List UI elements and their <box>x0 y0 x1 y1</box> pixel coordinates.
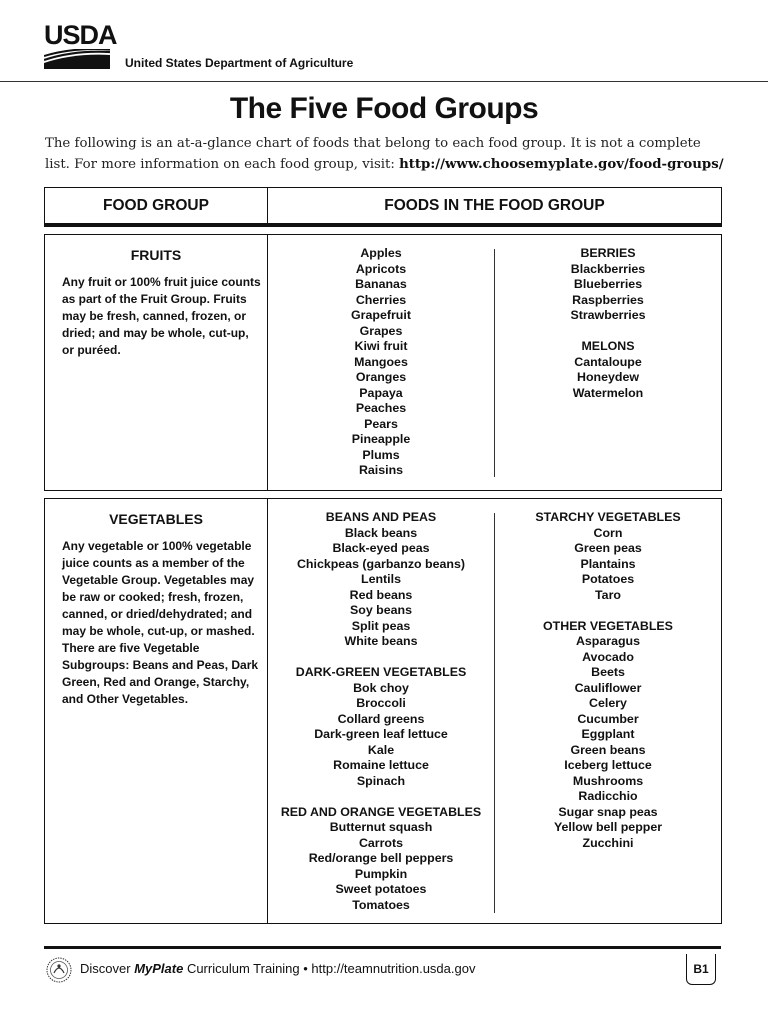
list-item: Carrots <box>358 835 404 850</box>
list-item: Black beans <box>344 525 418 540</box>
list-item: Raisins <box>358 463 404 477</box>
list-item: Taro <box>595 587 621 602</box>
list-item: Sugar snap peas <box>558 804 658 819</box>
list-item: Plums <box>362 447 400 462</box>
list-item: Beets <box>591 665 625 679</box>
footer-brand: MyPlate <box>134 961 184 976</box>
list-item: Soy beans <box>350 603 412 617</box>
beans-heading: BEANS AND PEAS <box>325 510 437 524</box>
list-item: Cherries <box>355 292 407 307</box>
starchy-heading: STARCHY VEGETABLES <box>535 510 681 524</box>
red-orange-heading: RED AND ORANGE VEGETABLES <box>280 804 482 819</box>
fruits-group-name: FRUITS <box>130 247 182 263</box>
berries-heading: BERRIES <box>580 246 636 260</box>
list-item: Apples <box>360 246 402 260</box>
agency-name: United States Department of Agriculture <box>125 56 354 70</box>
food-group-column-header: FOOD GROUP <box>103 197 209 214</box>
list-item: Grapes <box>359 323 403 338</box>
list-item: Spinach <box>356 773 406 788</box>
list-item: Blackberries <box>570 261 646 276</box>
list-item: Green beans <box>570 742 646 757</box>
list-item: Apricots <box>355 261 407 276</box>
list-item: Asparagus <box>575 634 641 648</box>
list-item: Romaine lettuce <box>333 758 429 772</box>
list-item: Plantains <box>580 556 636 571</box>
intro-text: The following is an at-a-glance chart of foods that belong to each food group. It is not a complete list. For more information on each food group, visit: <box>45 136 701 172</box>
footer-text <box>80 961 475 976</box>
list-item: Corn <box>593 525 623 540</box>
footer-divider <box>44 946 721 949</box>
footer-suffix: Curriculum Training • http://teamnutrition.usda.gov <box>183 961 476 976</box>
list-item: Cucumber <box>577 711 639 726</box>
table-header <box>44 187 722 227</box>
intro-paragraph <box>45 133 725 175</box>
list-item: Pumpkin <box>354 866 408 881</box>
fruits-list-2 <box>495 246 721 401</box>
list-item: Iceberg lettuce <box>564 758 652 772</box>
usda-logo-text: USDA <box>44 20 117 50</box>
page-title: The Five Food Groups <box>229 92 539 125</box>
list-item: Raspberries <box>572 292 644 307</box>
melons-heading: MELONS <box>581 339 635 353</box>
vegetables-section <box>44 498 722 924</box>
vegetables-description: Any vegetable or 100% vegetable juice counts as a member of the Vegetable Group. Vegetables may be raw or cooked; fresh, frozen, canned, or dried/dehydrated; and may be whole, cut-up, or mashed. There are five Vegetable Subgroups: Beans and Peas, Dark Green, Red and Orange, Starchy, and Other Vegetables. <box>62 539 259 706</box>
team-nutrition-logo-icon <box>46 957 72 983</box>
list-item: White beans <box>344 634 418 648</box>
list-item: Papaya <box>359 385 403 400</box>
list-item: Lentils <box>361 572 401 586</box>
dark-green-heading: DARK-GREEN VEGETABLES <box>295 665 467 679</box>
fruits-section <box>44 234 722 491</box>
fruits-list-1 <box>268 246 494 479</box>
list-item: Avocado <box>582 649 634 664</box>
list-item: Bananas <box>355 277 407 291</box>
list-item: Cantaloupe <box>574 354 642 369</box>
list-item: Celery <box>589 696 627 710</box>
header-divider <box>0 81 768 82</box>
list-item: Mangoes <box>354 354 408 369</box>
list-item: Bok choy <box>353 680 409 695</box>
list-item: Tomatoes <box>352 897 410 912</box>
vegetables-group-name: VEGETABLES <box>109 511 203 527</box>
list-item: Mushrooms <box>572 773 644 788</box>
list-item: Split peas <box>351 618 411 633</box>
list-item: Yellow bell pepper <box>553 820 663 834</box>
foods-column-header: FOODS IN THE FOOD GROUP <box>384 197 605 214</box>
list-item: Kiwi fruit <box>354 339 408 353</box>
list-item: Blueberries <box>573 277 643 291</box>
list-item: Cauliflower <box>574 680 642 695</box>
list-item: Red beans <box>349 587 413 602</box>
vegetables-list-1 <box>268 510 494 913</box>
list-item: Broccoli <box>356 696 406 710</box>
list-item: Black-eyed peas <box>332 541 430 555</box>
list-item: Kale <box>367 742 395 757</box>
page-number-badge: B1 <box>686 954 716 985</box>
list-item: Honeydew <box>577 370 639 384</box>
list-item: Pears <box>364 416 398 431</box>
list-item: Watermelon <box>572 385 644 400</box>
list-item: Grapefruit <box>351 308 411 322</box>
list-item: Radicchio <box>578 789 638 803</box>
list-item: Butternut squash <box>329 820 433 834</box>
footer-prefix: Discover <box>80 961 135 976</box>
list-item: Red/orange bell peppers <box>308 851 454 865</box>
food-groups-link[interactable]: http://www.choosemyplate.gov/food-groups/ <box>399 157 724 172</box>
list-item: Zucchini <box>582 835 634 850</box>
vegetables-list-2 <box>495 510 721 851</box>
fruits-description: Any fruit or 100% fruit juice counts as part of the Fruit Group. Fruits may be fresh, canned, frozen, or dried; and may be whole, cut-up, or puréed. <box>62 275 261 357</box>
list-item: Potatoes <box>581 572 635 586</box>
list-item: Dark-green leaf lettuce <box>314 727 448 741</box>
list-item: Oranges <box>355 370 407 384</box>
list-item: Collard greens <box>337 711 425 726</box>
usda-logo-hills-icon <box>44 49 110 69</box>
list-item: Strawberries <box>570 308 646 322</box>
other-vegetables-heading: OTHER VEGETABLES <box>543 618 673 633</box>
list-item: Chickpeas (garbanzo beans) <box>296 556 465 571</box>
list-item: Green peas <box>574 541 642 555</box>
list-item: Peaches <box>355 401 407 415</box>
list-item: Sweet potatoes <box>335 882 427 896</box>
usda-logo <box>44 20 117 70</box>
list-item: Pineapple <box>351 432 411 446</box>
list-item: Eggplant <box>581 727 635 741</box>
